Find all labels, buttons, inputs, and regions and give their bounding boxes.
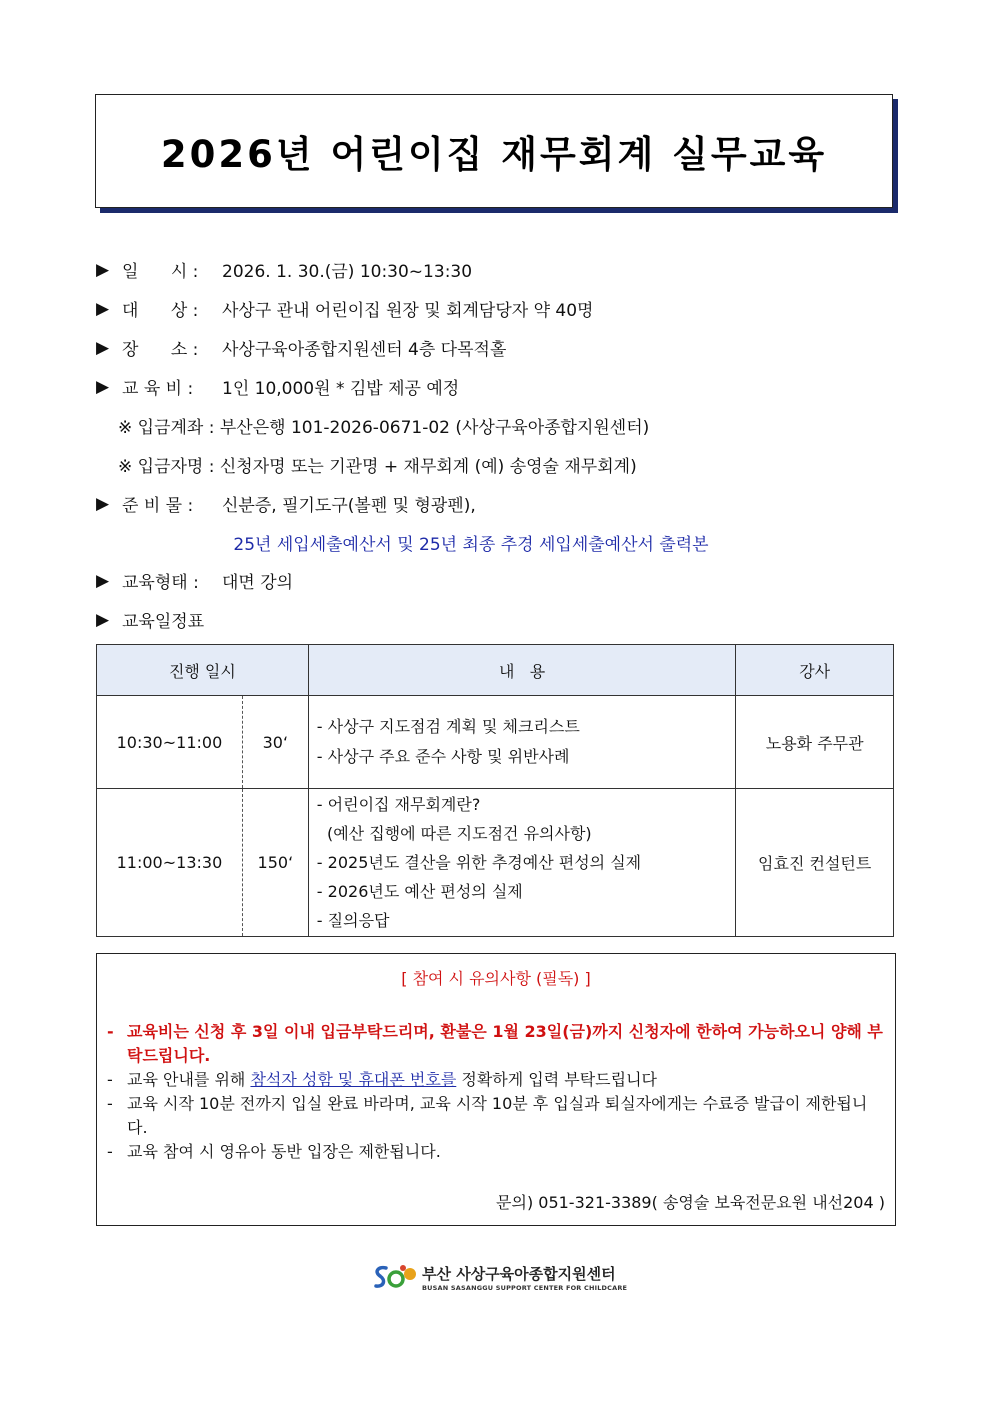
arrow-icon: ▶ [96, 337, 110, 358]
notice-heading: [ 참여 시 유의사항 (필독) ] [401, 969, 591, 988]
logo-name: 부산 사상구육아종합지원센터 [422, 1264, 616, 1283]
row-lecturer: 임효진 컨설턴트 [736, 789, 894, 937]
notice-text: 교육 참여 시 영유아 동반 입장은 제한됩니다. [127, 1142, 441, 1161]
row-minutes: 150‘ [242, 789, 308, 937]
notice-text-pre: 교육 안내를 위해 [127, 1070, 251, 1089]
place-label: 장 소 : [122, 340, 199, 360]
prep-blue-line: 25년 세입세출예산서 및 25년 최종 추경 세입세출예산서 출력본 [233, 534, 709, 555]
fee-label: 교 육 비 : [122, 379, 194, 399]
place-value: 사상구육아종합지원센터 4층 다목적홀 [222, 340, 507, 360]
notice-box [96, 953, 896, 1226]
form-value: 대면 강의 [222, 573, 294, 593]
note-account: ※ 입금계좌 : 부산은행 101-2026-0671-02 (사상구육아종합지원센터) [118, 418, 650, 438]
prep-value: 신분증, 필기도구(볼펜 및 형광펜), [222, 496, 476, 516]
arrow-icon: ▶ [96, 493, 110, 514]
notice-items [107, 1020, 887, 1164]
dash-icon: - [107, 1070, 113, 1089]
dash-icon: - [107, 1094, 113, 1113]
content-line: (예산 집행에 따른 지도점건 유의사항) [316, 824, 592, 843]
form-label: 교육형태 : [122, 573, 199, 593]
content-line: - 사상구 지도점검 계획 및 체크리스트 [316, 717, 580, 736]
content-line: - 사상구 주요 준수 사항 및 위반사례 [316, 747, 570, 766]
arrow-icon: ▶ [96, 259, 110, 280]
target-value: 사상구 관내 어린이집 원장 및 회계담당자 약 40명 [222, 301, 594, 321]
arrow-icon: ▶ [96, 609, 110, 630]
notice-item [107, 1140, 887, 1164]
header-content: 내 용 [308, 645, 736, 696]
notice-text [127, 1068, 657, 1092]
notice-item [107, 1092, 887, 1140]
arrow-icon: ▶ [96, 298, 110, 319]
row-content [308, 696, 736, 789]
note-depositor: ※ 입금자명 : 신청자명 또는 기관명 + 재무회계 (예) 송영술 재무회계) [118, 457, 637, 477]
arrow-icon: ▶ [96, 376, 110, 397]
row-lecturer: 노용화 주무관 [736, 696, 894, 789]
table-row [97, 696, 894, 789]
info-schedule [96, 600, 896, 639]
logo-icon [372, 1262, 418, 1292]
row-content [308, 789, 736, 937]
table-header-row [97, 645, 894, 696]
content-line: - 2026년도 예산 편성의 실제 [316, 882, 523, 901]
info-section [96, 250, 896, 639]
notice-text-post: 정확하게 입력 부탁드립니다 [456, 1070, 658, 1089]
content-line: - 어린이집 재무회계란? [316, 795, 481, 814]
info-date [96, 250, 896, 289]
notice-text-underlined: 참석자 성함 및 휴대폰 번호를 [250, 1070, 457, 1089]
header-time: 진행 일시 [97, 645, 309, 696]
info-place [96, 328, 896, 367]
arrow-icon: ▶ [96, 570, 110, 591]
header-lecturer: 강사 [736, 645, 894, 696]
date-label: 일 시 : [122, 262, 199, 282]
contact-info: 문의) 051-321-3389( 송영술 보육전문요원 내선204 ) [496, 1193, 885, 1212]
dash-icon: - [107, 1022, 114, 1041]
content-line: - 2025년도 결산을 위한 추경예산 편성의 실제 [316, 853, 642, 872]
info-fee [96, 367, 896, 406]
notice-item [107, 1020, 887, 1068]
prep-label: 준 비 물 : [122, 496, 194, 516]
notice-item [107, 1068, 887, 1092]
target-label: 대 상 : [122, 301, 199, 321]
notice-text: 교육 시작 10분 전까지 입실 완료 바라며, 교육 시작 10분 후 입실과 퇴실자에게는 수료증 발급이 제한됩니다. [127, 1094, 868, 1137]
dash-icon: - [107, 1142, 113, 1161]
info-form [96, 561, 896, 600]
schedule-label: 교육일정표 [122, 612, 205, 632]
fee-value: 1인 10,000원 * 김밥 제공 예정 [222, 379, 460, 399]
title-box [95, 94, 893, 208]
info-target [96, 289, 896, 328]
notice-text: 교육비는 신청 후 3일 이내 입금부탁드리며, 환불은 1월 23일(금)까지 신청자에 한하여 가능하오니 양해 부탁드립니다. [127, 1022, 883, 1065]
row-time: 11:00~13:30 [97, 789, 243, 937]
row-time: 10:30~11:00 [97, 696, 243, 789]
row-minutes: 30‘ [242, 696, 308, 789]
date-value: 2026. 1. 30.(금) 10:30~13:30 [222, 262, 473, 282]
page-title: 2026년 어린이집 재무회계 실무교육 [160, 133, 828, 176]
center-logo [372, 1262, 627, 1292]
content-line: - 질의응답 [316, 911, 390, 930]
info-prep [96, 484, 896, 523]
schedule-table [96, 644, 894, 937]
table-row [97, 789, 894, 937]
logo-subtitle: BUSAN SASANGGU SUPPORT CENTER FOR CHILDCARE [422, 1283, 628, 1292]
